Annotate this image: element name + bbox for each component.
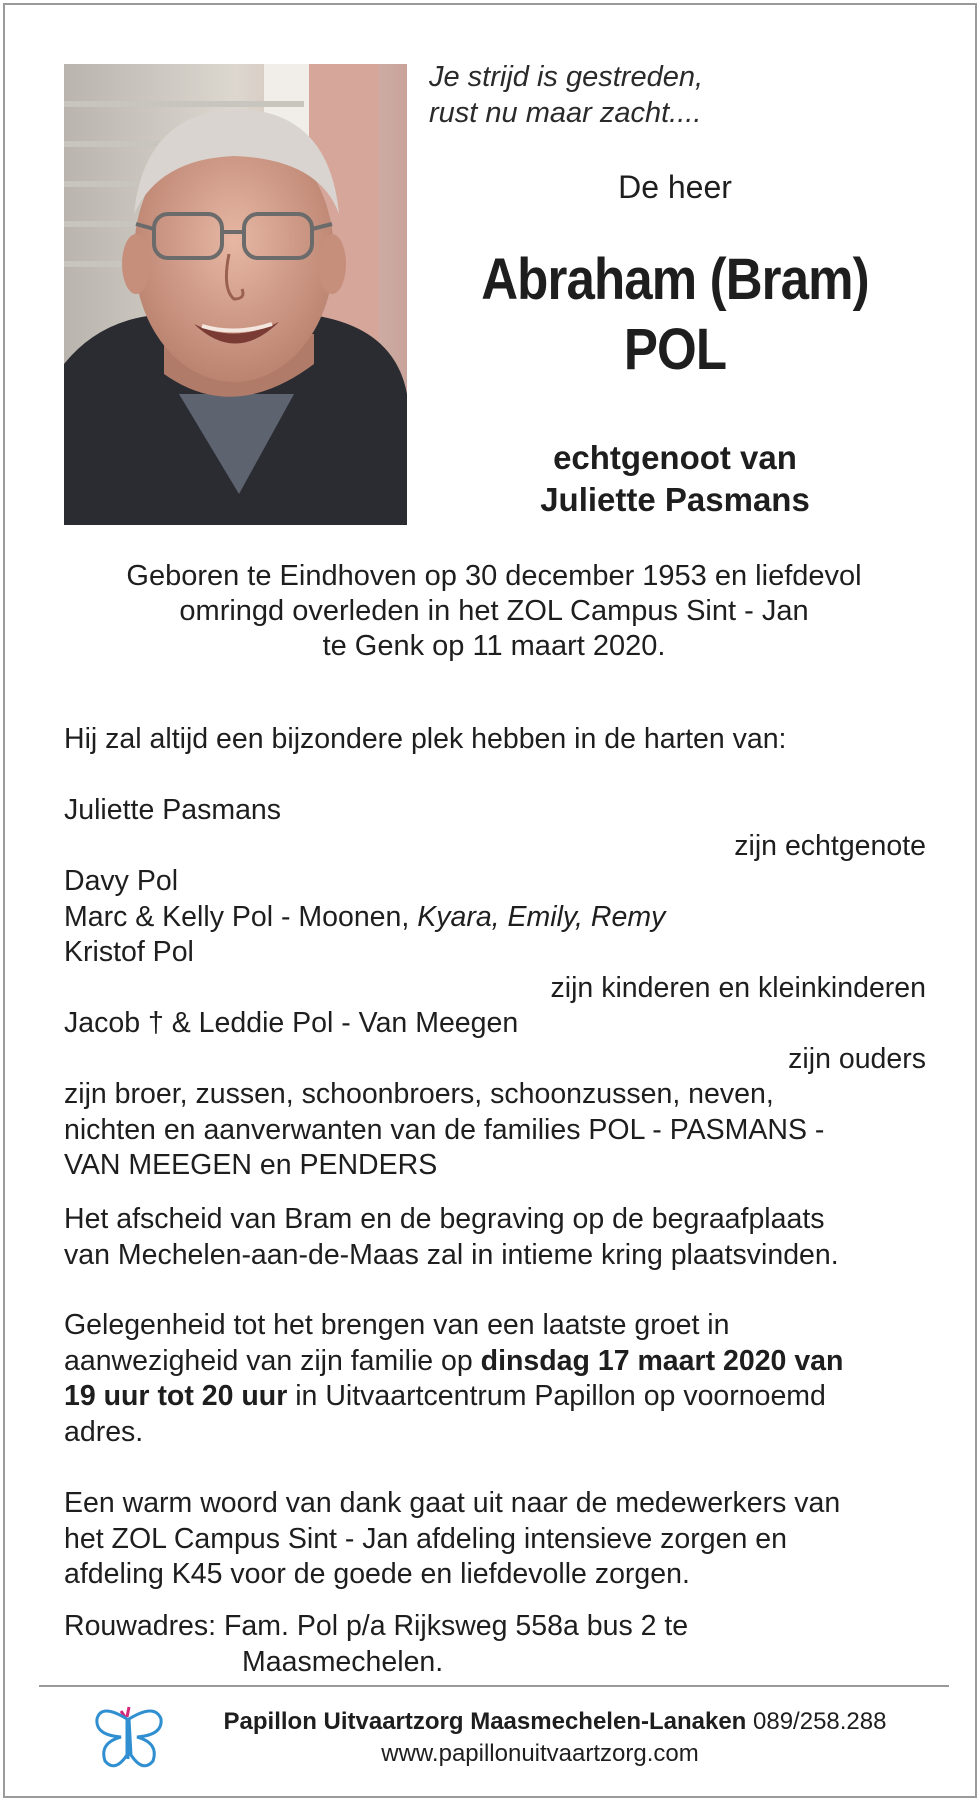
mourning-address (64, 1609, 926, 1680)
family-spouse-name: Juliette Pasmans (64, 794, 282, 826)
thanks-line: Een warm woord van dank gaat uit naar de medewerkers van (64, 1487, 841, 1519)
funeral-home-website[interactable]: www.papillonuitvaartzorg.com (381, 1740, 699, 1767)
visit-line: Gelegenheid tot het brengen van een laatste groet in (64, 1309, 730, 1341)
honorific: De heer (618, 169, 732, 205)
visitation-text (64, 1308, 926, 1450)
family-parents-names: Jacob † & Leddie Pol - Van Meegen (64, 1007, 519, 1039)
deceased-name (464, 245, 886, 385)
spouse-relation: echtgenoot van (553, 439, 797, 476)
thanks-line: afdeling K45 voor de goede en liefdevolle zorgen. (64, 1558, 690, 1590)
funeral-home-line (185, 1707, 925, 1737)
thanks-text (64, 1486, 926, 1593)
visit-text: aanwezigheid van zijn familie op (64, 1344, 481, 1377)
funeral-home-name: Papillon Uitvaartzorg Maasmechelen-Lanaken (223, 1708, 747, 1735)
family-relatives: nichten en aanverwanten van de families POL - PASMANS - (64, 1113, 825, 1146)
birth-line: omringd overleden in het ZOL Campus Sint - Jan (179, 595, 809, 627)
spouse-name: Juliette Pasmans (540, 481, 810, 518)
funeral-home-phone: 089/258.288 (746, 1708, 887, 1735)
surname-line: POL (623, 317, 727, 382)
family-children-role: zijn kinderen en kleinkinderen (550, 971, 926, 1004)
butterfly-logo-icon (91, 1699, 173, 1773)
visit-line (64, 1344, 926, 1380)
family-parents-role: zijn ouders (788, 1042, 926, 1075)
visit-date: dinsdag 17 maart 2020 van (480, 1344, 844, 1377)
visit-line (64, 1379, 926, 1415)
family-child (64, 900, 926, 936)
family-child: Kristof Pol (64, 936, 194, 968)
visit-time: 19 uur tot 20 uur (64, 1380, 288, 1412)
address-line: Rouwadres: Fam. Pol p/a Rijksweg 558a bus 2 te (64, 1610, 689, 1642)
motto-line: rust nu maar zacht.... (429, 97, 702, 129)
child-names: Marc & Kelly Pol - Moonen, (64, 900, 418, 933)
motto (429, 59, 849, 131)
family-spouse-role: zijn echtgenote (734, 829, 926, 862)
portrait-photo (64, 64, 407, 525)
footer-divider (39, 1685, 949, 1687)
obituary-card (3, 3, 977, 1798)
farewell-line: van Mechelen-aan-de-Maas zal in intieme kring plaatsvinden. (64, 1238, 839, 1271)
visit-line: adres. (64, 1415, 144, 1448)
thanks-line: het ZOL Campus Sint - Jan afdeling intensieve zorgen en (64, 1522, 787, 1555)
birth-line: Geboren te Eindhoven op 30 december 1953 en liefdevol (126, 560, 862, 592)
family-list (64, 793, 926, 1184)
motto-line: Je strijd is gestreden, (429, 61, 704, 93)
birth-line: te Genk op 11 maart 2020. (322, 630, 666, 662)
name-line: Abraham (Bram) (481, 247, 869, 312)
farewell-text (64, 1202, 926, 1273)
farewell-line: Het afscheid van Bram en de begraving op de begraafplaats (64, 1203, 825, 1235)
family-relatives: VAN MEEGEN en PENDERS (64, 1149, 438, 1181)
birth-death-info (64, 559, 924, 664)
spouse-line (435, 437, 915, 521)
intro-text: Hij zal altijd een bijzondere plek hebben in de harten van: (64, 723, 787, 755)
visit-location: in Uitvaartcentrum Papillon op voornoemd (287, 1380, 826, 1412)
family-relatives: zijn broer, zussen, schoonbroers, schoonzussen, neven, (64, 1078, 774, 1110)
grandchildren-names: Kyara, Emily, Remy (417, 900, 666, 933)
address-line: Maasmechelen. (242, 1645, 444, 1678)
family-child: Davy Pol (64, 865, 179, 897)
